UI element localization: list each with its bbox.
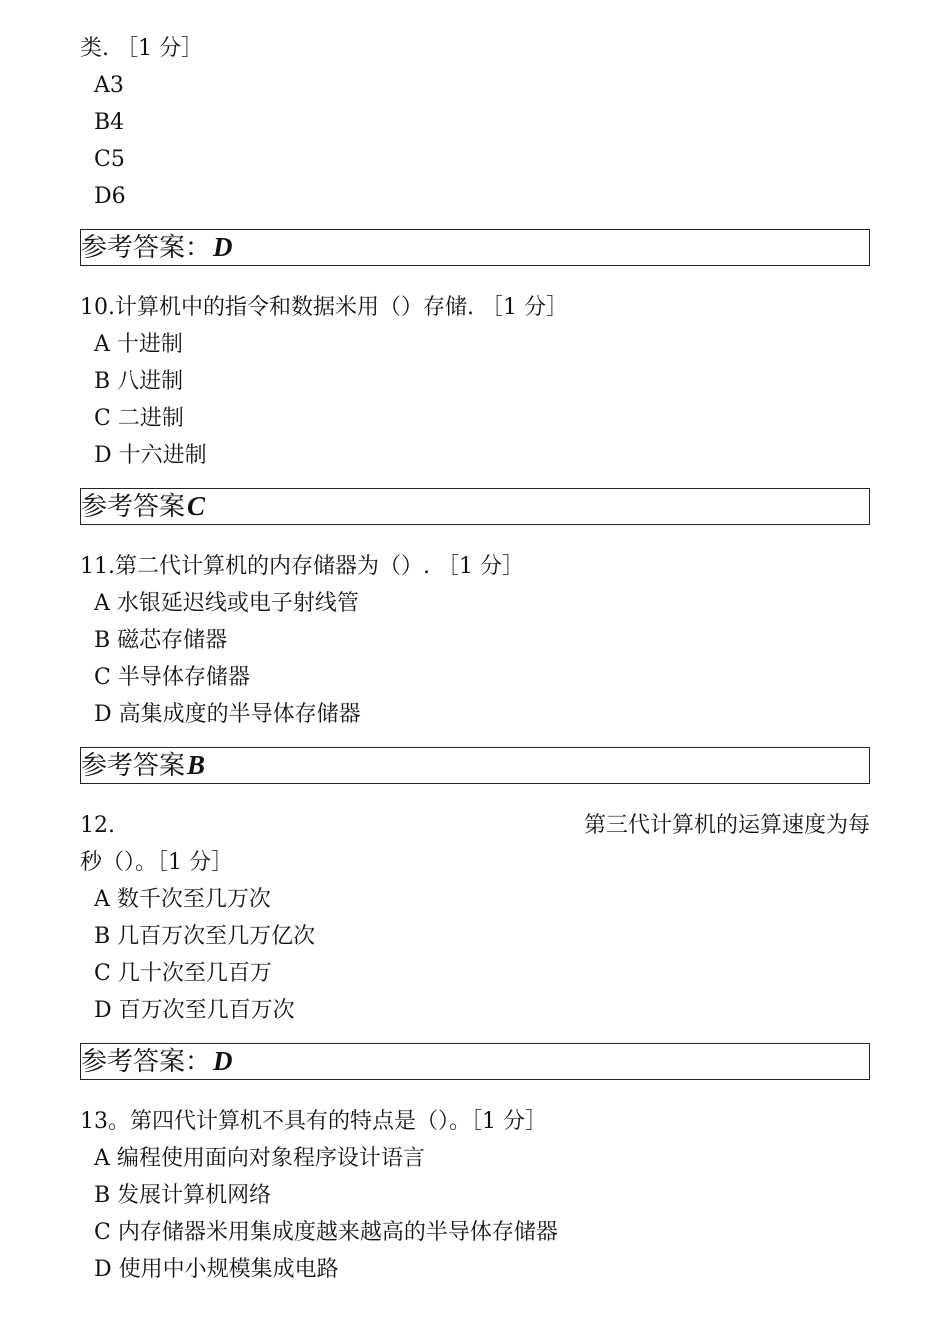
question-12-number: 12. bbox=[80, 813, 115, 838]
answer-value: D bbox=[213, 232, 233, 262]
question-11-option-b: B 磁芯存储器 bbox=[94, 628, 228, 653]
question-12-answer-box bbox=[80, 1043, 870, 1080]
question-12-option-c: C 几十次至几百万 bbox=[94, 961, 272, 986]
question-12-title-text: 第三代计算机的运算速度为每 bbox=[583, 813, 870, 838]
question-10-option-d: D 十六进制 bbox=[94, 443, 207, 468]
question-11-title: 11.第二代计算机的内存储器为（）. ［1 分］ bbox=[80, 554, 524, 579]
question-12-title bbox=[80, 807, 870, 844]
question-9-title-tail: 类. ［1 分］ bbox=[80, 36, 203, 61]
answer-label: 参考答案： bbox=[81, 1047, 212, 1077]
question-11-option-d: D 高集成度的半导体存储器 bbox=[94, 702, 361, 727]
question-12-option-a: A 数千次至几万次 bbox=[94, 887, 271, 912]
question-12-option-b: B 几百万次至几万亿次 bbox=[94, 924, 316, 949]
answer-value: D bbox=[213, 1046, 233, 1076]
answer-label: 参考答案： bbox=[81, 233, 212, 263]
question-10-option-b: B 八进制 bbox=[94, 369, 184, 394]
question-10-title: 10.计算机中的指令和数据米用（）存储. ［1 分］ bbox=[80, 295, 568, 320]
question-13-option-b: B 发展计算机网络 bbox=[94, 1183, 272, 1208]
question-9-option-d: D6 bbox=[94, 184, 126, 209]
question-13-option-c: C 内存储器米用集成度越来越高的半导体存储器 bbox=[94, 1220, 558, 1245]
question-11-option-a: A 水银延迟线或电子射线管 bbox=[94, 591, 359, 616]
question-9-option-c: C5 bbox=[94, 147, 125, 172]
question-10-option-c: C 二进制 bbox=[94, 406, 184, 431]
answer-value: C bbox=[187, 491, 206, 521]
document-page bbox=[80, 30, 870, 1288]
answer-label: 参考答案 bbox=[81, 492, 186, 522]
question-11-option-c: C 半导体存储器 bbox=[94, 665, 250, 690]
question-11-answer-box bbox=[80, 747, 870, 784]
question-9-option-a: A3 bbox=[94, 73, 124, 98]
question-9-option-b: B4 bbox=[94, 110, 125, 135]
question-10-option-a: A 十进制 bbox=[94, 332, 183, 357]
answer-label: 参考答案 bbox=[81, 751, 186, 781]
question-10 bbox=[80, 289, 870, 525]
question-12-option-d: D 百万次至几百万次 bbox=[94, 998, 295, 1023]
question-12 bbox=[80, 807, 870, 1080]
question-13-option-a: A 编程使用面向对象程序设计语言 bbox=[94, 1146, 425, 1171]
question-13-title: 13。第四代计算机不具有的特点是（）。［1 分］ bbox=[80, 1109, 547, 1134]
question-9 bbox=[80, 30, 870, 266]
question-13 bbox=[80, 1103, 870, 1288]
question-13-option-d: D 使用中小规模集成电路 bbox=[94, 1257, 339, 1282]
question-10-answer-box bbox=[80, 488, 870, 525]
question-12-title-line2: 秒（）。［1 分］ bbox=[80, 850, 233, 875]
question-9-answer-box bbox=[80, 229, 870, 266]
answer-value: B bbox=[187, 750, 206, 780]
question-11 bbox=[80, 548, 870, 784]
